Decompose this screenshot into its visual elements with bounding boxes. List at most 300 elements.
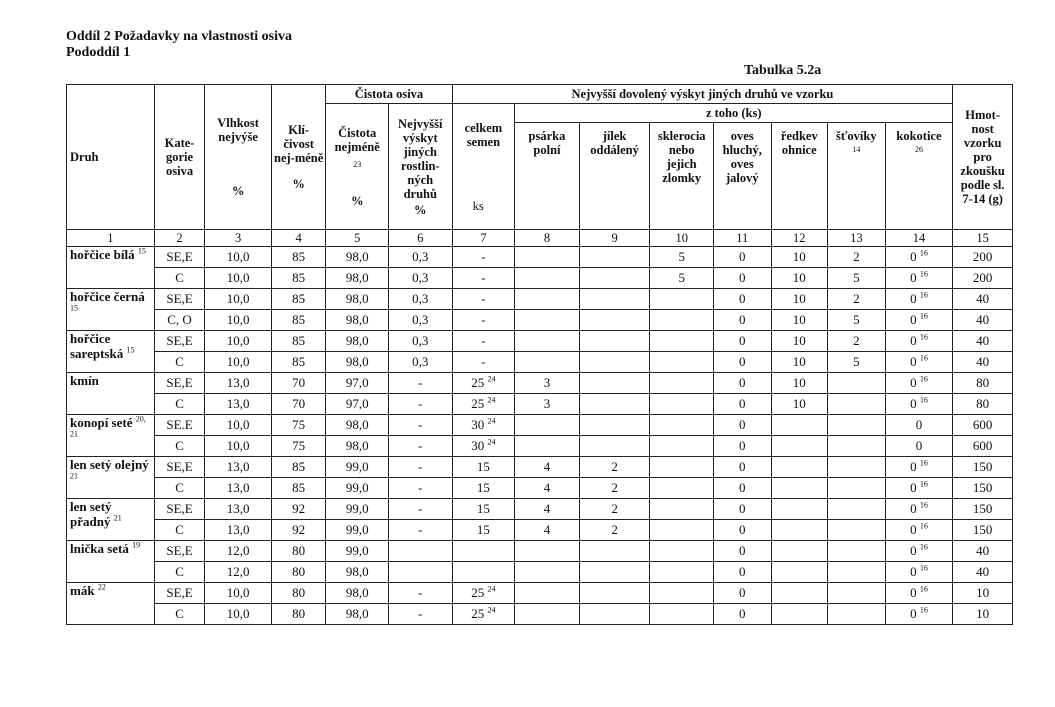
cell-value: 2 bbox=[611, 501, 618, 516]
cell-footnote: 16 bbox=[919, 584, 928, 594]
header-oves: oves hluchý, oves jalový bbox=[714, 123, 772, 230]
cell-value: 98,0 bbox=[345, 606, 369, 621]
column-number: 6 bbox=[388, 230, 452, 247]
cell-value: 70 bbox=[292, 396, 306, 411]
cell-value: 4 bbox=[543, 501, 551, 516]
cell-value: 85 bbox=[292, 270, 306, 285]
cell-value: 0 bbox=[739, 375, 746, 390]
value-cell-c13 bbox=[828, 247, 886, 268]
cell-value: 0,3 bbox=[412, 249, 429, 264]
cell-value: - bbox=[418, 522, 423, 537]
species-footnote: 15 bbox=[126, 345, 135, 355]
value-cell-c13 bbox=[828, 583, 886, 604]
species-footnote: 21 bbox=[113, 513, 122, 523]
value-cell-c7 bbox=[452, 583, 515, 604]
value-cell-c11 bbox=[714, 436, 772, 457]
value-cell-c11 bbox=[714, 478, 772, 499]
cell-value: 75 bbox=[292, 417, 306, 432]
cell-value: 98,0 bbox=[345, 270, 369, 285]
value-cell-c10 bbox=[650, 541, 714, 562]
species-name-cell bbox=[67, 289, 155, 331]
value-cell-c10 bbox=[650, 352, 714, 373]
table-title: Tabulka 5.2a bbox=[744, 63, 822, 78]
value-cell-c6 bbox=[388, 478, 452, 499]
table-row bbox=[67, 331, 1013, 352]
value-cell-c9 bbox=[579, 247, 650, 268]
cell-value: 85 bbox=[292, 333, 306, 348]
value-cell-c12 bbox=[771, 499, 828, 520]
value-cell-c3 bbox=[205, 604, 272, 625]
header-celkem-label: celkem semen bbox=[464, 120, 503, 149]
species-name-cell bbox=[67, 247, 155, 289]
cell-value: - bbox=[418, 585, 423, 600]
value-cell-c11 bbox=[714, 562, 772, 583]
cell-value: 10,0 bbox=[226, 291, 250, 306]
cell-value: 30 bbox=[471, 417, 485, 432]
value-cell-c8 bbox=[515, 310, 580, 331]
cell-value: 85 bbox=[292, 312, 306, 327]
cell-value: 0 bbox=[739, 480, 746, 495]
species-footnote: 21 bbox=[70, 471, 78, 481]
cell-value: 10 bbox=[792, 312, 806, 327]
cell-value: 10 bbox=[792, 375, 806, 390]
value-cell-c14 bbox=[885, 499, 953, 520]
species-name: mák bbox=[70, 583, 95, 598]
value-cell-c7 bbox=[452, 541, 515, 562]
cell-value: 5 bbox=[853, 354, 860, 369]
value-cell-c6 bbox=[388, 310, 452, 331]
value-cell-c4 bbox=[271, 331, 326, 352]
value-cell-c5 bbox=[326, 583, 389, 604]
value-cell-c11 bbox=[714, 583, 772, 604]
category-cell: C bbox=[154, 562, 204, 583]
value-cell-c7 bbox=[452, 562, 515, 583]
cell-value: 0,3 bbox=[412, 291, 429, 306]
value-cell-c12 bbox=[771, 268, 828, 289]
value-cell-c7 bbox=[452, 268, 515, 289]
table-row bbox=[67, 289, 1013, 310]
cell-value: 10 bbox=[976, 585, 990, 600]
cell-value: 0 bbox=[910, 354, 917, 369]
value-cell-c15 bbox=[953, 541, 1013, 562]
category-cell: C bbox=[154, 394, 204, 415]
cell-value: 13,0 bbox=[226, 480, 250, 495]
table-row bbox=[67, 436, 1013, 457]
value-cell-c5 bbox=[326, 289, 389, 310]
value-cell-c15 bbox=[953, 331, 1013, 352]
value-cell-c10 bbox=[650, 394, 714, 415]
value-cell-c15 bbox=[953, 604, 1013, 625]
value-cell-c15 bbox=[953, 436, 1013, 457]
species-name: len setý přadný bbox=[70, 499, 112, 529]
cell-value: 10,0 bbox=[226, 249, 250, 264]
table-row bbox=[67, 247, 1013, 268]
cell-value: 4 bbox=[543, 522, 551, 537]
value-cell-c3 bbox=[205, 499, 272, 520]
header-vyskyt-unit: % bbox=[414, 202, 427, 217]
cell-value: 98,0 bbox=[345, 354, 369, 369]
value-cell-c13 bbox=[828, 289, 886, 310]
subsection-title: Pododdíl 1 bbox=[66, 45, 131, 60]
cell-value: 92 bbox=[292, 501, 306, 516]
cell-value: 40 bbox=[976, 291, 990, 306]
value-cell-c7 bbox=[452, 457, 515, 478]
table-row bbox=[67, 352, 1013, 373]
cell-value: 40 bbox=[976, 312, 990, 327]
cell-value: 98,0 bbox=[345, 585, 369, 600]
value-cell-c7 bbox=[452, 289, 515, 310]
species-name: len setý olejný bbox=[70, 457, 149, 472]
header-vyskyt bbox=[388, 104, 452, 230]
header-vlhkost bbox=[205, 85, 272, 230]
value-cell-c9 bbox=[579, 499, 650, 520]
value-cell-c10 bbox=[650, 415, 714, 436]
cell-value: 0 bbox=[915, 438, 923, 453]
cell-value: 25 bbox=[471, 396, 485, 411]
header-kokotice-label: kokotice bbox=[896, 129, 942, 143]
column-number: 12 bbox=[771, 230, 828, 247]
cell-value: 13,0 bbox=[226, 396, 250, 411]
cell-footnote: 16 bbox=[919, 605, 928, 615]
value-cell-c13 bbox=[828, 352, 886, 373]
value-cell-c8 bbox=[515, 415, 580, 436]
value-cell-c4 bbox=[271, 583, 326, 604]
value-cell-c10 bbox=[650, 436, 714, 457]
species-name: hořčice sareptská bbox=[70, 331, 124, 361]
value-cell-c9 bbox=[579, 352, 650, 373]
cell-value: 40 bbox=[976, 354, 990, 369]
header-cistota-unit: % bbox=[350, 193, 364, 208]
value-cell-c8 bbox=[515, 331, 580, 352]
value-cell-c15 bbox=[953, 562, 1013, 583]
cell-value: 97,0 bbox=[345, 396, 369, 411]
value-cell-c5 bbox=[326, 499, 389, 520]
value-cell-c14 bbox=[885, 583, 953, 604]
value-cell-c12 bbox=[771, 352, 828, 373]
table-row bbox=[67, 499, 1013, 520]
cell-value: 0 bbox=[739, 543, 746, 558]
cell-value: 85 bbox=[292, 291, 306, 306]
value-cell-c9 bbox=[579, 604, 650, 625]
species-footnote: 15 bbox=[70, 303, 78, 313]
cell-value: 25 bbox=[471, 375, 485, 390]
cell-footnote: 16 bbox=[919, 542, 928, 552]
value-cell-c6 bbox=[388, 499, 452, 520]
value-cell-c15 bbox=[953, 289, 1013, 310]
category-cell: C bbox=[154, 604, 204, 625]
cell-value: 0 bbox=[739, 501, 746, 516]
cell-value: 10 bbox=[792, 270, 806, 285]
value-cell-c9 bbox=[579, 268, 650, 289]
table-row bbox=[67, 457, 1013, 478]
cell-footnote: 24 bbox=[487, 605, 496, 615]
category-cell: C bbox=[154, 478, 204, 499]
table-row bbox=[67, 583, 1013, 604]
table-row bbox=[67, 394, 1013, 415]
cell-footnote: 16 bbox=[919, 395, 928, 405]
value-cell-c6 bbox=[388, 331, 452, 352]
value-cell-c15 bbox=[953, 373, 1013, 394]
value-cell-c5 bbox=[326, 352, 389, 373]
value-cell-c10 bbox=[650, 478, 714, 499]
table-body bbox=[67, 247, 1013, 625]
cell-value: 150 bbox=[972, 501, 993, 516]
value-cell-c4 bbox=[271, 499, 326, 520]
cell-value: 0 bbox=[910, 333, 917, 348]
value-cell-c14 bbox=[885, 310, 953, 331]
species-name: lnička setá bbox=[70, 541, 129, 556]
category-cell: C bbox=[154, 520, 204, 541]
cell-value: 85 bbox=[292, 354, 306, 369]
value-cell-c15 bbox=[953, 310, 1013, 331]
value-cell-c3 bbox=[205, 247, 272, 268]
value-cell-c7 bbox=[452, 247, 515, 268]
value-cell-c9 bbox=[579, 394, 650, 415]
table-row bbox=[67, 478, 1013, 499]
column-number: 4 bbox=[271, 230, 326, 247]
cell-value: 0,3 bbox=[412, 354, 429, 369]
category-cell: SE,E bbox=[154, 247, 204, 268]
value-cell-c4 bbox=[271, 289, 326, 310]
value-cell-c15 bbox=[953, 268, 1013, 289]
value-cell-c11 bbox=[714, 331, 772, 352]
header-sklerocia: sklerocia nebo jejich zlomky bbox=[650, 123, 714, 230]
category-cell: C bbox=[154, 436, 204, 457]
value-cell-c4 bbox=[271, 415, 326, 436]
value-cell-c7 bbox=[452, 415, 515, 436]
cell-value: 85 bbox=[292, 480, 306, 495]
header-cistota bbox=[326, 104, 389, 230]
value-cell-c14 bbox=[885, 247, 953, 268]
cell-value: 0 bbox=[910, 564, 917, 579]
value-cell-c13 bbox=[828, 520, 886, 541]
value-cell-c4 bbox=[271, 478, 326, 499]
value-cell-c15 bbox=[953, 478, 1013, 499]
header-klicivost-unit: % bbox=[292, 177, 305, 191]
value-cell-c7 bbox=[452, 520, 515, 541]
column-number: 2 bbox=[154, 230, 204, 247]
cell-footnote: 16 bbox=[919, 353, 928, 363]
cell-value: 85 bbox=[292, 249, 306, 264]
cell-footnote: 24 bbox=[487, 584, 496, 594]
cell-value: 0 bbox=[910, 270, 917, 285]
header-kokotice bbox=[885, 123, 953, 230]
value-cell-c3 bbox=[205, 436, 272, 457]
species-name-cell bbox=[67, 415, 155, 457]
cell-footnote: 16 bbox=[919, 269, 928, 279]
category-cell: SE,E bbox=[154, 541, 204, 562]
cell-value: 2 bbox=[611, 459, 618, 474]
cell-value: 15 bbox=[476, 459, 490, 474]
category-cell: C bbox=[154, 352, 204, 373]
cell-value: 2 bbox=[853, 333, 860, 348]
header-celkem-unit: ks bbox=[472, 198, 484, 213]
cell-value: 98,0 bbox=[345, 312, 369, 327]
cell-value: - bbox=[418, 606, 423, 621]
cell-value: 70 bbox=[292, 375, 306, 390]
cell-value: 0 bbox=[910, 249, 917, 264]
value-cell-c8 bbox=[515, 436, 580, 457]
value-cell-c12 bbox=[771, 520, 828, 541]
value-cell-c8 bbox=[515, 604, 580, 625]
value-cell-c15 bbox=[953, 457, 1013, 478]
species-name-cell bbox=[67, 331, 155, 373]
header-stoviky-sup: 14 bbox=[852, 145, 861, 154]
value-cell-c13 bbox=[828, 331, 886, 352]
value-cell-c13 bbox=[828, 310, 886, 331]
species-name: hořčice bílá bbox=[70, 247, 135, 262]
cell-value: 99,0 bbox=[345, 459, 369, 474]
value-cell-c13 bbox=[828, 478, 886, 499]
value-cell-c14 bbox=[885, 478, 953, 499]
value-cell-c14 bbox=[885, 394, 953, 415]
cell-value: 12,0 bbox=[226, 543, 250, 558]
cell-value: 2 bbox=[611, 480, 618, 495]
cell-value: 13,0 bbox=[226, 522, 250, 537]
value-cell-c3 bbox=[205, 373, 272, 394]
value-cell-c8 bbox=[515, 520, 580, 541]
cell-value: 15 bbox=[476, 501, 490, 516]
header-jine-group: Nejvyšší dovolený výskyt jiných druhů ve vzorku bbox=[452, 85, 953, 104]
value-cell-c3 bbox=[205, 331, 272, 352]
cell-value: 2 bbox=[611, 522, 618, 537]
cell-value: - bbox=[418, 480, 423, 495]
cell-value: - bbox=[481, 291, 486, 306]
cell-value: 80 bbox=[976, 396, 990, 411]
value-cell-c7 bbox=[452, 478, 515, 499]
cell-value: 2 bbox=[853, 291, 860, 306]
species-name: hořčice černá bbox=[70, 289, 145, 304]
cell-value: 10 bbox=[792, 291, 806, 306]
cell-value: 0 bbox=[739, 438, 746, 453]
species-name-cell bbox=[67, 457, 155, 499]
cell-value: 4 bbox=[543, 459, 551, 474]
value-cell-c3 bbox=[205, 478, 272, 499]
value-cell-c14 bbox=[885, 268, 953, 289]
value-cell-c14 bbox=[885, 541, 953, 562]
cell-value: 0 bbox=[915, 417, 923, 432]
cell-value: 0 bbox=[739, 270, 746, 285]
value-cell-c8 bbox=[515, 583, 580, 604]
cell-footnote: 16 bbox=[919, 332, 928, 342]
cell-value: - bbox=[418, 501, 423, 516]
cell-value: - bbox=[418, 459, 423, 474]
value-cell-c8 bbox=[515, 478, 580, 499]
section-heading bbox=[66, 29, 292, 61]
value-cell-c11 bbox=[714, 310, 772, 331]
value-cell-c12 bbox=[771, 604, 828, 625]
value-cell-c14 bbox=[885, 457, 953, 478]
value-cell-c12 bbox=[771, 415, 828, 436]
value-cell-c12 bbox=[771, 457, 828, 478]
value-cell-c8 bbox=[515, 541, 580, 562]
cell-value: 97,0 bbox=[345, 375, 369, 390]
cell-footnote: 16 bbox=[919, 458, 928, 468]
value-cell-c14 bbox=[885, 352, 953, 373]
value-cell-c11 bbox=[714, 394, 772, 415]
value-cell-c9 bbox=[579, 478, 650, 499]
cell-value: - bbox=[418, 396, 423, 411]
cell-value: 3 bbox=[543, 396, 551, 411]
cell-value: 30 bbox=[471, 438, 485, 453]
cell-value: 0 bbox=[910, 501, 917, 516]
value-cell-c10 bbox=[650, 562, 714, 583]
cell-value: 80 bbox=[292, 564, 306, 579]
cell-value: 2 bbox=[853, 249, 860, 264]
cell-value: 0 bbox=[910, 480, 917, 495]
value-cell-c4 bbox=[271, 541, 326, 562]
cell-footnote: 24 bbox=[487, 416, 496, 426]
cell-value: 10,0 bbox=[226, 354, 250, 369]
value-cell-c9 bbox=[579, 289, 650, 310]
value-cell-c14 bbox=[885, 520, 953, 541]
cell-value: 4 bbox=[543, 480, 551, 495]
cell-footnote: 24 bbox=[487, 395, 496, 405]
value-cell-c10 bbox=[650, 373, 714, 394]
species-footnote: 15 bbox=[137, 246, 146, 256]
category-cell: SE.E bbox=[154, 415, 204, 436]
cell-value: 0 bbox=[739, 585, 746, 600]
table-row bbox=[67, 520, 1013, 541]
cell-value: 98,0 bbox=[345, 417, 369, 432]
header-hmotnost: Hmot-nost vzorku pro zkoušku podle sl. 7-14 (g) bbox=[953, 85, 1013, 230]
header-kokotice-sup: 26 bbox=[914, 145, 923, 154]
cell-value: 5 bbox=[678, 270, 685, 285]
value-cell-c12 bbox=[771, 247, 828, 268]
value-cell-c4 bbox=[271, 352, 326, 373]
value-cell-c7 bbox=[452, 373, 515, 394]
value-cell-c11 bbox=[714, 457, 772, 478]
cell-value: 99,0 bbox=[345, 522, 369, 537]
cell-value: 0,3 bbox=[412, 312, 429, 327]
header-cistota-group: Čistota osiva bbox=[326, 85, 452, 104]
header-ztoho: z toho (ks) bbox=[515, 104, 953, 123]
value-cell-c11 bbox=[714, 352, 772, 373]
value-cell-c4 bbox=[271, 373, 326, 394]
cell-value: 5 bbox=[853, 270, 860, 285]
value-cell-c12 bbox=[771, 583, 828, 604]
cell-value: - bbox=[418, 417, 423, 432]
value-cell-c3 bbox=[205, 415, 272, 436]
value-cell-c4 bbox=[271, 310, 326, 331]
header-cistota-label: Čistota nejméně bbox=[334, 125, 380, 154]
value-cell-c5 bbox=[326, 478, 389, 499]
value-cell-c9 bbox=[579, 562, 650, 583]
value-cell-c12 bbox=[771, 373, 828, 394]
value-cell-c13 bbox=[828, 415, 886, 436]
cell-footnote: 16 bbox=[919, 563, 928, 573]
table-row bbox=[67, 541, 1013, 562]
value-cell-c8 bbox=[515, 499, 580, 520]
category-cell: SE,E bbox=[154, 583, 204, 604]
species-footnote: 22 bbox=[97, 582, 106, 592]
value-cell-c10 bbox=[650, 331, 714, 352]
value-cell-c6 bbox=[388, 562, 452, 583]
cell-value: 13,0 bbox=[226, 375, 250, 390]
header-psarka: psárka polní bbox=[515, 123, 580, 230]
cell-value: 10,0 bbox=[226, 333, 250, 348]
column-number: 10 bbox=[650, 230, 714, 247]
cell-value: 0,3 bbox=[412, 333, 429, 348]
value-cell-c3 bbox=[205, 289, 272, 310]
value-cell-c3 bbox=[205, 583, 272, 604]
value-cell-c13 bbox=[828, 373, 886, 394]
column-number: 8 bbox=[515, 230, 580, 247]
cell-value: 10,0 bbox=[226, 585, 250, 600]
cell-value: - bbox=[418, 375, 423, 390]
value-cell-c4 bbox=[271, 268, 326, 289]
cell-value: 150 bbox=[972, 459, 993, 474]
